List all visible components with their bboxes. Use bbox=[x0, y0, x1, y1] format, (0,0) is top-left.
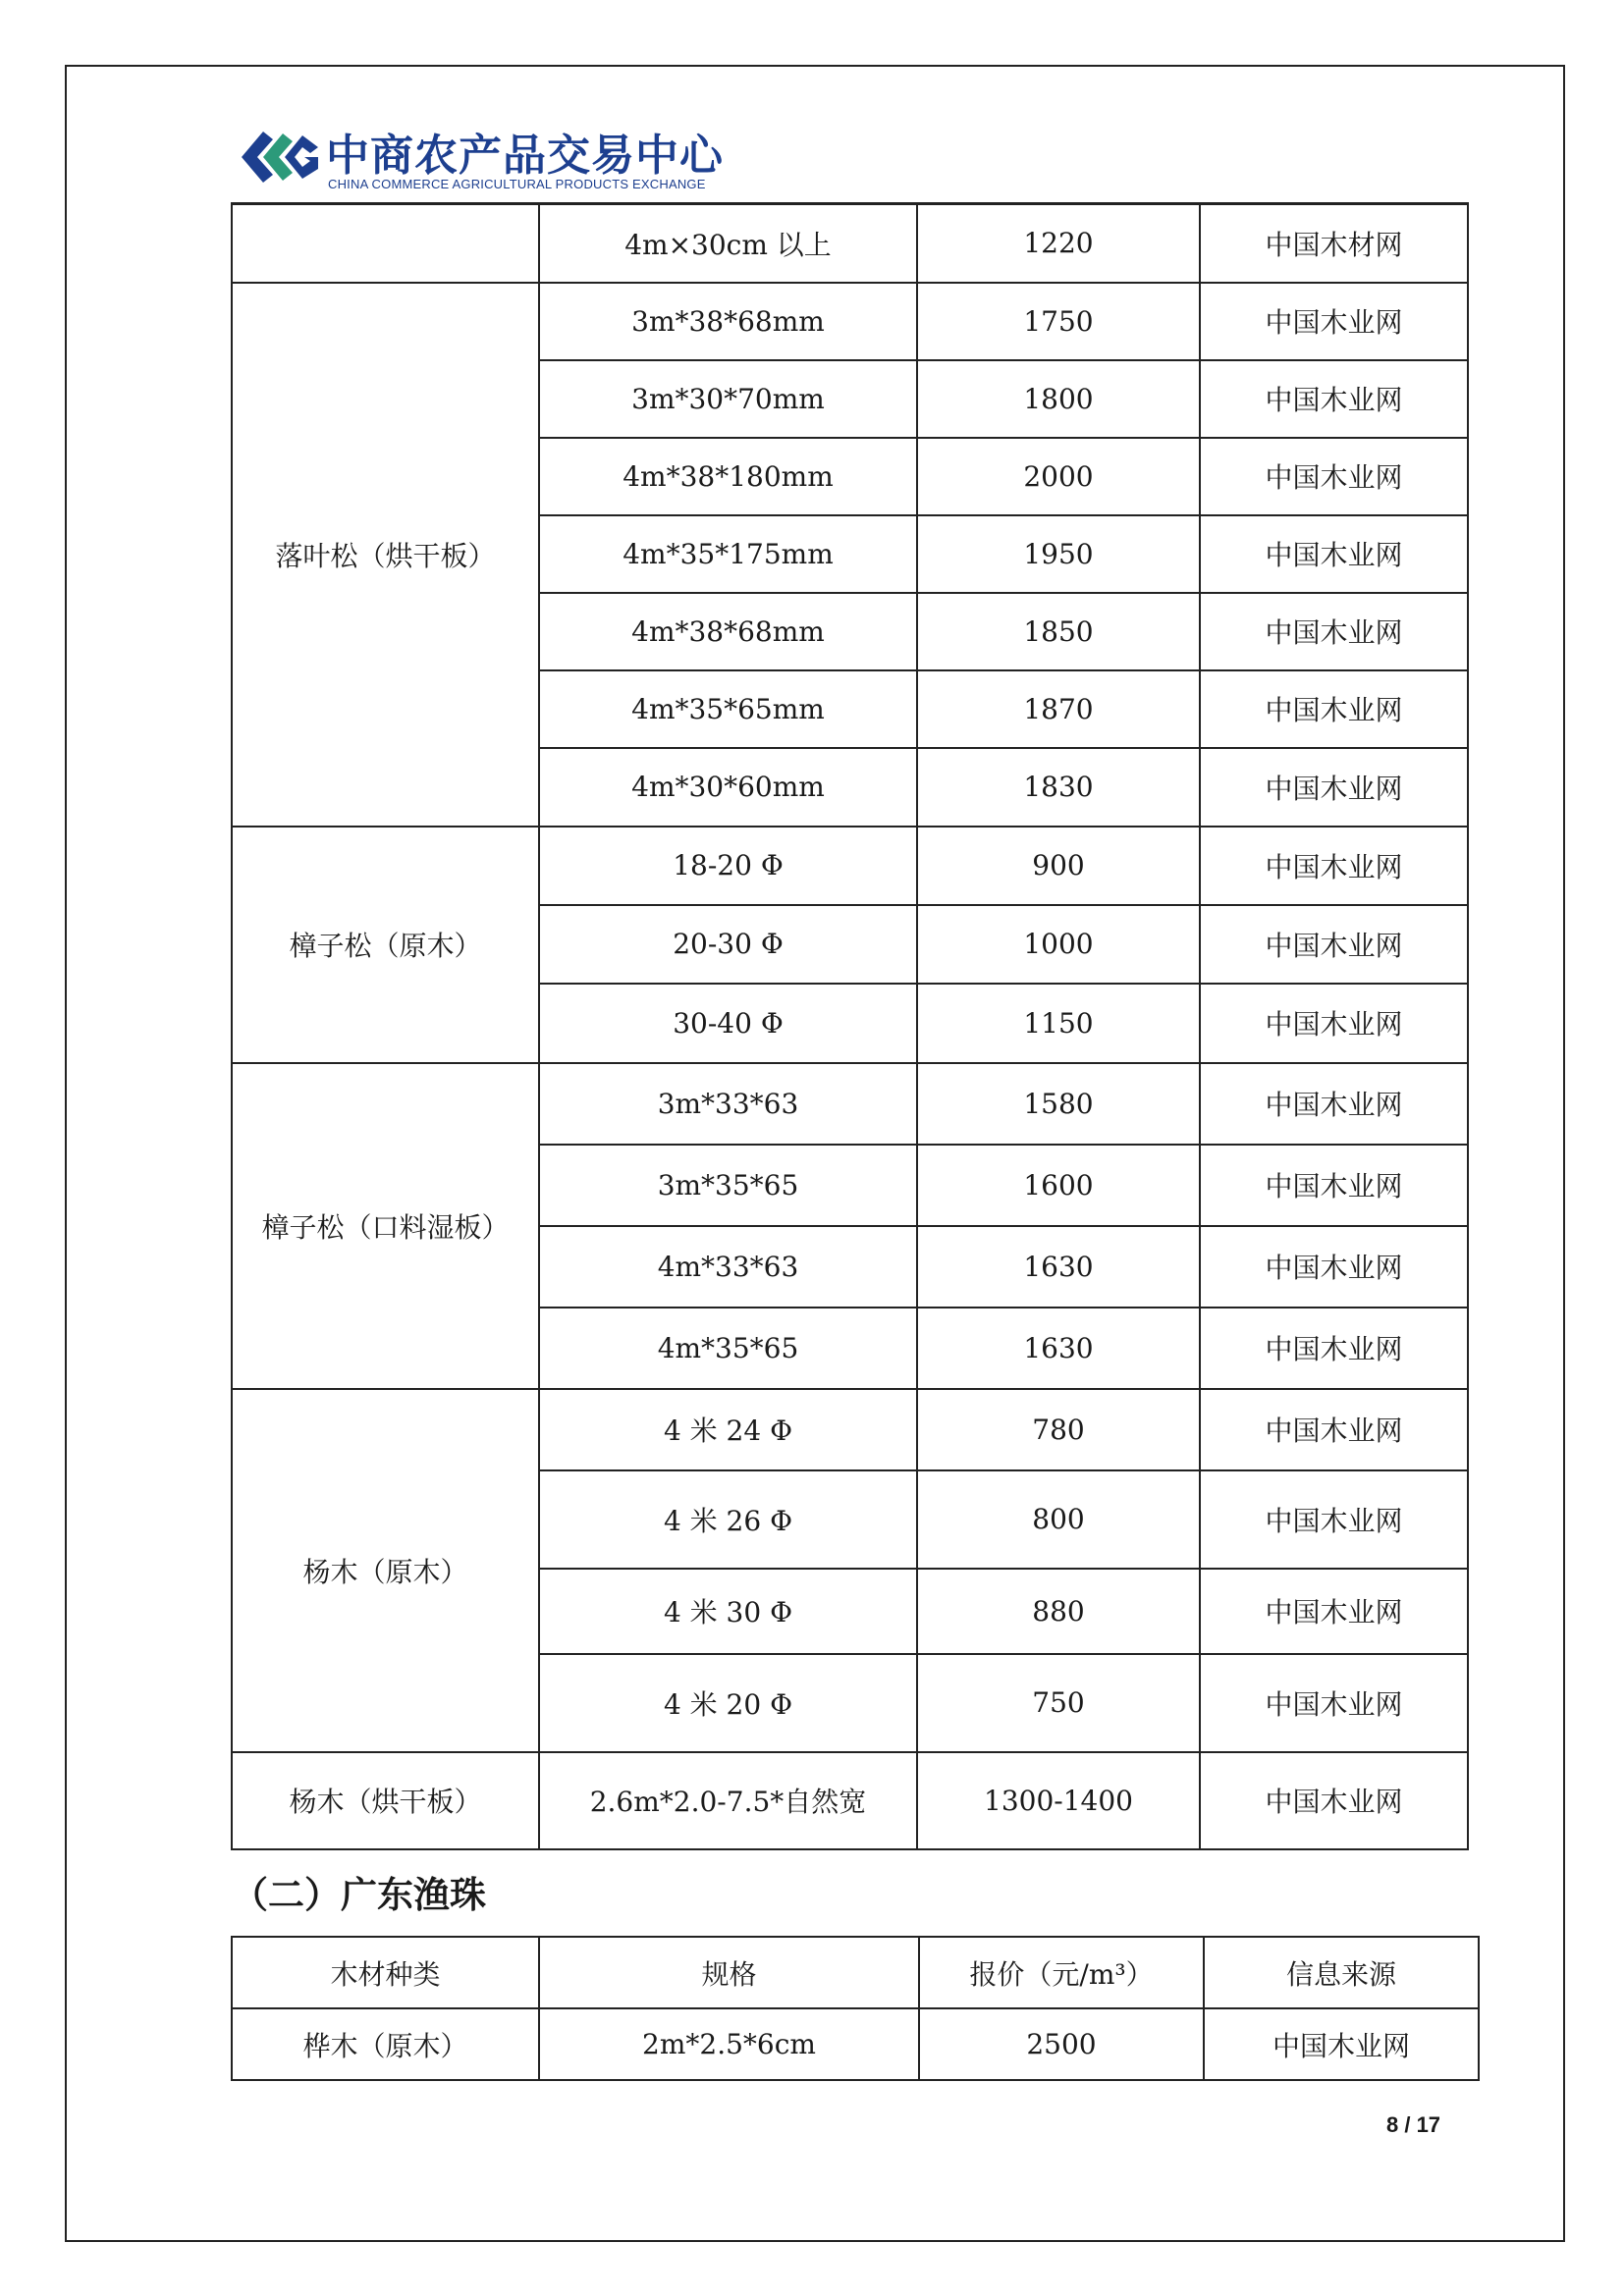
source-cell: 中国木业网 bbox=[1200, 905, 1468, 984]
table-cell: 桦木（原木） bbox=[232, 2008, 539, 2080]
spec-cell: 4 米 24 Φ bbox=[539, 1389, 917, 1470]
price-cell: 1580 bbox=[917, 1063, 1200, 1145]
price-cell: 1600 bbox=[917, 1145, 1200, 1226]
table-row bbox=[232, 1752, 1468, 1849]
wood-type-cell bbox=[232, 204, 539, 283]
source-cell: 中国木业网 bbox=[1200, 670, 1468, 748]
price-cell: 1220 bbox=[917, 204, 1200, 283]
price-cell: 1630 bbox=[917, 1308, 1200, 1389]
price-cell: 2000 bbox=[917, 438, 1200, 515]
logo-chinese-name: 中商农产品交易中心 bbox=[326, 131, 724, 181]
source-cell: 中国木业网 bbox=[1200, 283, 1468, 360]
spec-cell: 4m*38*180mm bbox=[539, 438, 917, 515]
spec-cell: 4m*38*68mm bbox=[539, 593, 917, 670]
spec-cell: 2.6m*2.0-7.5*自然宽 bbox=[539, 1752, 917, 1849]
source-cell: 中国木业网 bbox=[1200, 748, 1468, 827]
column-header: 报价（元/m³） bbox=[919, 1937, 1204, 2008]
price-cell: 750 bbox=[917, 1654, 1200, 1752]
source-cell: 中国木业网 bbox=[1200, 1308, 1468, 1389]
price-cell: 1830 bbox=[917, 748, 1200, 827]
source-cell: 中国木业网 bbox=[1200, 1226, 1468, 1308]
source-cell: 中国木业网 bbox=[1200, 1654, 1468, 1752]
source-cell: 中国木业网 bbox=[1200, 1063, 1468, 1145]
spec-cell: 4m*35*65mm bbox=[539, 670, 917, 748]
logo-mark-icon bbox=[234, 118, 324, 196]
spec-cell: 4 米 30 Φ bbox=[539, 1569, 917, 1654]
table-row bbox=[232, 204, 1468, 283]
spec-cell: 18-20 Φ bbox=[539, 827, 917, 905]
source-cell: 中国木业网 bbox=[1200, 984, 1468, 1063]
source-cell: 中国木业网 bbox=[1200, 438, 1468, 515]
source-cell: 中国木业网 bbox=[1200, 360, 1468, 438]
company-logo bbox=[234, 118, 724, 196]
source-cell: 中国木材网 bbox=[1200, 204, 1468, 283]
price-cell: 1630 bbox=[917, 1226, 1200, 1308]
logo-english-name: CHINA COMMERCE AGRICULTURAL PRODUCTS EXCHANGE bbox=[328, 177, 706, 191]
page-number: 8 / 17 bbox=[1386, 2112, 1441, 2137]
source-cell: 中国木业网 bbox=[1200, 1569, 1468, 1654]
table-row bbox=[232, 827, 1468, 905]
price-cell: 780 bbox=[917, 1389, 1200, 1470]
table-cell: 中国木业网 bbox=[1204, 2008, 1479, 2080]
spec-cell: 4m*30*60mm bbox=[539, 748, 917, 827]
source-cell: 中国木业网 bbox=[1200, 1752, 1468, 1849]
source-cell: 中国木业网 bbox=[1200, 827, 1468, 905]
spec-cell: 4m*35*65 bbox=[539, 1308, 917, 1389]
price-cell: 1950 bbox=[917, 515, 1200, 593]
spec-cell: 4m*33*63 bbox=[539, 1226, 917, 1308]
source-cell: 中国木业网 bbox=[1200, 1389, 1468, 1470]
spec-cell: 3m*38*68mm bbox=[539, 283, 917, 360]
price-cell: 1150 bbox=[917, 984, 1200, 1063]
spec-cell: 30-40 Φ bbox=[539, 984, 917, 1063]
column-header: 规格 bbox=[539, 1937, 919, 2008]
table-header-row bbox=[232, 1937, 1479, 2008]
spec-cell: 20-30 Φ bbox=[539, 905, 917, 984]
source-cell: 中国木业网 bbox=[1200, 593, 1468, 670]
wood-type-cell: 杨木（原木） bbox=[232, 1389, 539, 1752]
wood-type-cell: 落叶松（烘干板） bbox=[232, 283, 539, 827]
price-cell: 900 bbox=[917, 827, 1200, 905]
price-cell: 800 bbox=[917, 1470, 1200, 1569]
section-heading: （二）广东渔珠 bbox=[232, 1874, 486, 1916]
price-table-1 bbox=[231, 202, 1469, 1850]
table-cell: 2m*2.5*6cm bbox=[539, 2008, 919, 2080]
column-header: 木材种类 bbox=[232, 1937, 539, 2008]
table-row bbox=[232, 283, 1468, 360]
spec-cell: 4 米 26 Φ bbox=[539, 1470, 917, 1569]
table-row bbox=[232, 1063, 1468, 1145]
wood-type-cell: 樟子松（原木） bbox=[232, 827, 539, 1063]
spec-cell: 4m×30cm 以上 bbox=[539, 204, 917, 283]
spec-cell: 3m*35*65 bbox=[539, 1145, 917, 1226]
price-table-2 bbox=[231, 1936, 1480, 2081]
table-cell: 2500 bbox=[919, 2008, 1204, 2080]
price-cell: 1800 bbox=[917, 360, 1200, 438]
price-cell: 1300-1400 bbox=[917, 1752, 1200, 1849]
wood-type-cell: 杨木（烘干板） bbox=[232, 1752, 539, 1849]
price-cell: 1850 bbox=[917, 593, 1200, 670]
price-cell: 1750 bbox=[917, 283, 1200, 360]
source-cell: 中国木业网 bbox=[1200, 1145, 1468, 1226]
spec-cell: 4m*35*175mm bbox=[539, 515, 917, 593]
table-row bbox=[232, 1389, 1468, 1470]
price-cell: 1000 bbox=[917, 905, 1200, 984]
table-row bbox=[232, 2008, 1479, 2080]
spec-cell: 3m*33*63 bbox=[539, 1063, 917, 1145]
spec-cell: 3m*30*70mm bbox=[539, 360, 917, 438]
price-cell: 880 bbox=[917, 1569, 1200, 1654]
price-cell: 1870 bbox=[917, 670, 1200, 748]
wood-type-cell: 樟子松（口料湿板） bbox=[232, 1063, 539, 1389]
column-header: 信息来源 bbox=[1204, 1937, 1479, 2008]
spec-cell: 4 米 20 Φ bbox=[539, 1654, 917, 1752]
source-cell: 中国木业网 bbox=[1200, 515, 1468, 593]
source-cell: 中国木业网 bbox=[1200, 1470, 1468, 1569]
